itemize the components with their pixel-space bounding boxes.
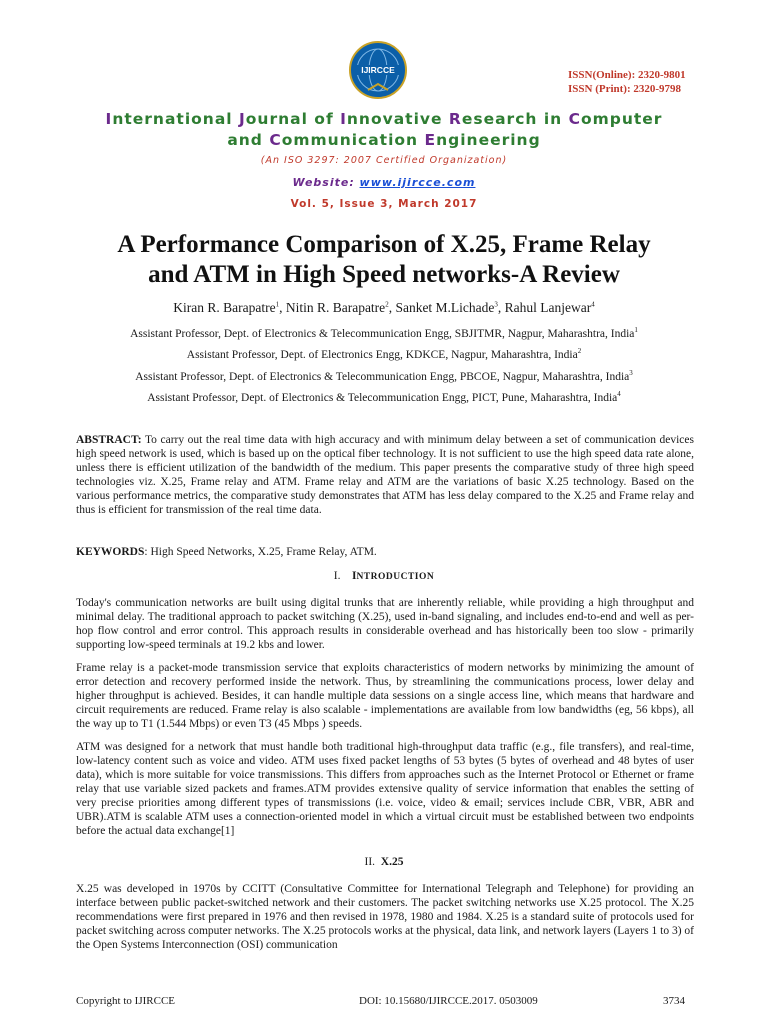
affiliation-3: Assistant Professor, Dept. of Electronics & Telecommunication Engg, PBCOE, Nagpur, Maharashtra, India$^3$ bbox=[135, 369, 633, 383]
x25-paragraph-1: X.25 was developed in 1970s by CCITT (Consultative Committee for International Telegraph and Telephone) for providing an interface between public packet-switched network and their customers. The packet switching networks use X.25 protocol. The X.25 recommendations were first prepared in 1976 and then revised in 1978, 1980 and 1984. X.25 is a standard suite of protocols used for packet switching across computer networks. The X.25 protocols works at the physical, data link, and network layers (Layers 1 to 3) of the Open Systems Interconnection (OSI) communication bbox=[76, 883, 694, 951]
intro-paragraph-2: Frame relay is a packet-mode transmission service that exploits characteristics of modern networks by minimizing the amount of error detection and recovery performed inside the network. Thus, by streamlining the communications process, lower delay and higher throughput is achieved. Besides, it can handle multiple data sessions on a single access line, which means that hardware and circuit requirements are reduced. Frame relay is also scalable - implementations are available from low bandwidths (eg, 56 kbps), all the way up to T1 (1.544 Mbps) or even T3 (45 Mbps ) speeds. bbox=[76, 662, 694, 730]
abstract: ABSTRACT: To carry out the real time data with high accuracy and with minimum delay between a set of communication devices high speed network is used, which is based up on the optical fiber technology. It is not sufficient to use the high speed data rate alone, unless there is efficient utilization of the bandwidth of the medium. This paper presents the comparative study of three high speed technologies viz. X.25, Frame relay and ATM. Frame relay and ATM are the variations of basic X.25 technology. Based on the various performance metrics, the comparative study demonstrates that ATM has less delay compared to the X.25 and Frame relay and thus is efficient for transmission of the real time data. bbox=[76, 434, 694, 516]
issn-block bbox=[568, 68, 686, 96]
intro-paragraph-3: ATM was designed for a network that must handle both traditional high-throughput data traffic (e.g., file transfers), and real-time, low-latency content such as voice and video. ATM uses fixed packet lengths of 53 bytes (5 bytes of overhead and 48 bytes of user data), which is more suitable for voice transmissions. This differs from approaches such as the Internet Protocol or Ethernet or frame relay that use variable sized packets and frames.ATM provides extensive quality of service information that enables the setting of very precise priorities among different types of transmissions (i.e. voice, video & email; services include CBR, VBR, ABR and UBR).ATM is scalable ATM uses a connection-oriented model in which a virtual circuit must be established between two endpoints before the actual data exchange[1] bbox=[76, 741, 694, 837]
intro-paragraph-1: Today's communication networks are built using digital trunks that are inherently reliable, while providing a high throughput and minimal delay. The traditional approach to packet switching (X.25), used in-band signaling, and includes end-to-end and well as per-hop flow control and error control. This approach results in considerable overhead and has historically been too slow - primarily supporting low-speed terminals at 19.2 kbs and lower. bbox=[76, 597, 694, 651]
affiliation-4: Assistant Professor, Dept. of Electronics & Telecommunication Engg, PICT, Pune, Maharashtra, India$^4$ bbox=[147, 390, 621, 404]
issn-print: ISSN (Print): 2320-9798 bbox=[568, 83, 682, 95]
keywords: KEYWORDS: High Speed Networks, X.25, Frame Relay, ATM. bbox=[76, 546, 377, 558]
journal-name-line2: and Communication Engineering bbox=[227, 131, 541, 149]
section-heading-x25: II. X.25 bbox=[364, 856, 404, 868]
affiliation-2: Assistant Professor, Dept. of Electronics Engg, KDKCE, Nagpur, Maharashtra, India$^2$ bbox=[186, 347, 582, 361]
journal-logo bbox=[348, 40, 408, 100]
footer-doi: DOI: 10.15680/IJIRCCE.2017. 0503009 bbox=[359, 995, 538, 1007]
paper-title: A Performance Comparison of X.25, Frame Relay and ATM in High Speed networks-A Review bbox=[117, 231, 651, 288]
volume-issue: Vol. 5, Issue 3, March 2017 bbox=[290, 198, 478, 210]
iso-certification: (An ISO 3297: 2007 Certified Organization) bbox=[260, 155, 508, 166]
section-heading-introduction: I. INTRODUCTION bbox=[333, 570, 435, 582]
website-link[interactable]: www.ijircce.com bbox=[359, 176, 476, 189]
footer-page-number: 3734 bbox=[663, 995, 685, 1007]
website-line bbox=[0, 176, 768, 189]
affiliation-1: Assistant Professor, Dept. of Electronics & Telecommunication Engg, SBJITMR, Nagpur, Maharashtra, India$^1$ bbox=[130, 326, 638, 340]
footer-copyright: Copyright to IJIRCCE bbox=[76, 995, 176, 1007]
author-list: Kiran R. Barapatre$^1$, Nitin R. Barapatre$^2$, Sanket M.Lichade$^3$, Rahul Lanjewar$^4$ bbox=[173, 300, 595, 315]
journal-name-line1: International Journal of Innovative Research in Computer bbox=[105, 110, 663, 128]
issn-online: ISSN(Online): 2320-9801 bbox=[568, 69, 686, 81]
website-label: Website: bbox=[292, 176, 360, 189]
logo-lettering: IJIRCCE bbox=[361, 65, 395, 75]
